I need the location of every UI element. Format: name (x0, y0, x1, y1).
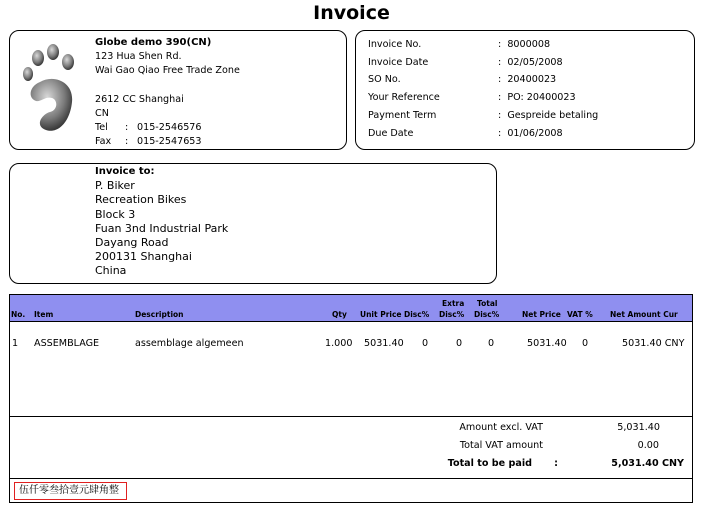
meta-label: Invoice No. (368, 39, 422, 50)
company-name: Globe demo 390(CN) (95, 37, 212, 48)
meta-value: : 20400023 (498, 74, 557, 86)
meta-label: Your Reference (368, 92, 440, 104)
cell-total-disc: 0 (488, 338, 495, 349)
invoice-to-line: Dayang Road (95, 236, 169, 250)
meta-value: : PO: 20400023 (498, 92, 576, 104)
meta-value: : 8000008 (498, 39, 551, 50)
col-header-total-disc: Disc% (474, 310, 500, 319)
col-header-total-disc: Total (477, 299, 498, 308)
cell-net-price: 5031.40 (527, 338, 567, 349)
fax-label: Fax (95, 136, 112, 148)
tel-label: Tel (95, 122, 108, 134)
tel-colon: : (125, 122, 129, 134)
invoice-to-line: Block 3 (95, 207, 136, 221)
cell-disc: 0 (422, 338, 429, 349)
invoice-to-address (95, 165, 228, 279)
amount-excl-vat-label: Amount excl. VAT (459, 422, 543, 433)
col-header-disc: Disc% (404, 310, 430, 319)
col-header-no: No. (11, 310, 26, 319)
invoice-to-line: China (95, 264, 127, 278)
meta-row-due-date (368, 125, 598, 143)
meta-label: Payment Term (368, 109, 437, 121)
col-header-item: Item (34, 310, 54, 319)
col-header-qty: Qty (332, 310, 347, 319)
invoice-to-line: 200131 Shanghai (95, 250, 192, 264)
invoice-to-line: P. Biker (95, 179, 135, 193)
invoice-to-line: Fuan 3nd Industrial Park (95, 221, 229, 235)
col-header-description: Description (135, 310, 184, 319)
total-colon: : (554, 458, 558, 469)
total-vat-label: Total VAT amount (459, 440, 543, 451)
total-to-be-paid-label: Total to be paid (447, 458, 532, 469)
cell-item: ASSEMBLAGE (34, 338, 100, 349)
cell-net-amount: 5031.40 CNY (622, 338, 685, 349)
amount-in-words: 伍仟零叁拾壹元肆角整 (14, 482, 127, 500)
meta-label: Invoice Date (368, 56, 429, 68)
cell-vat: 0 (582, 338, 589, 349)
meta-row-your-reference (368, 89, 598, 107)
col-header-net-amount: Net Amount Cur (610, 310, 678, 319)
paw-print-logo (18, 40, 84, 140)
col-header-vat: VAT % (567, 310, 593, 319)
amount-excl-vat-value: 5,031.40 (617, 422, 660, 433)
totals-divider (10, 478, 692, 479)
meta-row-invoice-date (368, 54, 598, 72)
invoice-to-heading: Invoice to: (95, 166, 155, 177)
company-city: 2612 CC Shanghai (95, 93, 184, 105)
invoice-to-line: Recreation Bikes (95, 193, 187, 207)
invoice-meta-list (368, 36, 598, 142)
fax-colon: : (125, 136, 129, 148)
meta-value: : Gespreide betaling (498, 109, 599, 121)
meta-row-payment-term (368, 107, 598, 125)
col-header-net-price: Net Price (522, 310, 561, 319)
company-tel (95, 121, 240, 135)
company-country: CN (95, 107, 109, 119)
total-vat-value: 0.00 (637, 440, 659, 451)
invoice-to-box (9, 163, 497, 284)
meta-value: : 02/05/2008 (498, 56, 563, 68)
fax-value: 015-2547653 (137, 136, 202, 148)
tel-value: 015-2546576 (137, 122, 202, 134)
total-to-be-paid-value: 5,031.40 CNY (611, 458, 684, 469)
document-title: Invoice (313, 2, 390, 24)
col-header-unit-price: Unit Price (360, 310, 402, 319)
meta-row-invoice-no (368, 36, 598, 54)
meta-row-so-no (368, 71, 598, 89)
meta-label: Due Date (368, 127, 414, 139)
cell-qty: 1.000 (325, 338, 353, 349)
items-divider (10, 416, 692, 417)
cell-extra-disc: 0 (456, 338, 463, 349)
line-items-table (9, 294, 693, 503)
cell-description: assemblage algemeen (135, 338, 244, 349)
company-address-line: 123 Hua Shen Rd. (95, 51, 182, 63)
meta-label: SO No. (368, 74, 401, 86)
col-header-extra-disc: Extra (442, 299, 465, 308)
company-fax (95, 135, 240, 149)
meta-value: : 01/06/2008 (498, 127, 563, 139)
company-address-line: Wai Gao Qiao Free Trade Zone (95, 65, 240, 77)
col-header-extra-disc: Disc% (439, 310, 465, 319)
company-address-block (95, 36, 240, 149)
cell-unit-price: 5031.40 (364, 338, 404, 349)
cell-no: 1 (12, 338, 19, 349)
